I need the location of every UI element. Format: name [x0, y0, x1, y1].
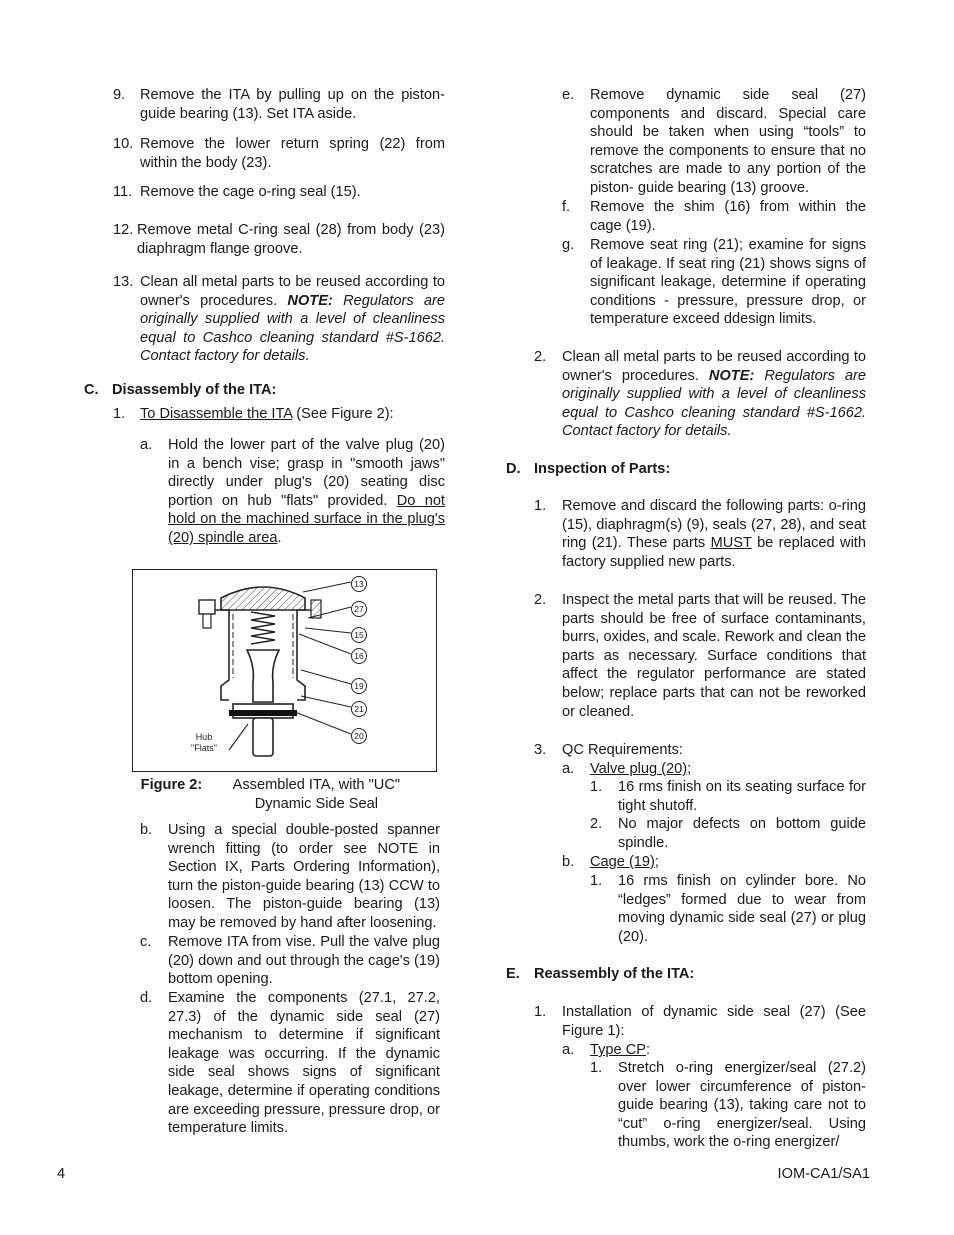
figure-2-box	[132, 569, 437, 772]
step-d1: 1. Remove and discard the following parts: o-ring (15), diaphragm(s) (9), seals (27, 28), and seat ring (21). These parts MUST be replaced with factory supplied new parts.	[534, 498, 866, 570]
callout-21: 21	[351, 699, 367, 718]
step-d3: 3. QC Requirements:	[534, 742, 683, 758]
step-e1: 1. Installation of dynamic side seal (27) (See Figure 1):	[534, 1004, 866, 1039]
step-10-text: Remove the lower return spring (22) from within the body (23).	[140, 136, 445, 171]
page-number: 4	[57, 1166, 66, 1182]
callout-27: 27	[351, 599, 367, 618]
disassemble-link: To Disassemble the ITA	[140, 406, 293, 422]
callout-13: 13	[351, 574, 367, 593]
step-c1c: c. Remove ITA from vise. Pull the valve plug (20) down and out through the cage's (19) bottom opening.	[140, 934, 440, 988]
step-13-text: Clean all metal parts to be reused according to owner's procedures. NOTE: Regulators are originally supplied with a level of cleanliness equal to Cashco cleaning standard #S-1662. Contact factory for details.	[140, 274, 445, 365]
spring	[251, 612, 275, 644]
step-11: 11. Remove the cage o-ring seal (15).	[113, 183, 445, 202]
callout-19: 19	[351, 676, 367, 695]
step-d3a: a. Valve plug (20);	[562, 761, 692, 777]
ita-assembly-drawing	[133, 570, 436, 771]
figure-2-caption: Figure 2: Assembled ITA, with "UC" Dynamic Side Seal	[140, 777, 401, 812]
step-c2: 2. Clean all metal parts to be reused according to owner's procedures. NOTE: Regulators are originally supplied with a level of cleanliness equal to Cashco cleaning standard #S-1662. Contact factory for details.	[534, 349, 866, 440]
step-13: 13. Clean all metal parts to be reused according to owner's procedures. NOTE: Regulators are originally supplied with a level of cleanliness equal to Cashco cleaning standard #S-1662. Contact factory for details.	[113, 274, 445, 365]
step-10: 10. Remove the lower return spring (22) from within the body (23).	[113, 136, 445, 171]
step-c1b: b. Using a special double-posted spanner wrench fitting (to order see NOTE in Section IX, Parts Ordering Information), turn the piston-guide bearing (13) CCW to loosen. The piston-guide bearing (13) may be removed by hand after loosening.	[140, 822, 440, 931]
callout-15: 15	[351, 625, 367, 644]
section-e-heading: E. Reassembly of the ITA:	[506, 966, 695, 982]
step-9: 9. Remove the ITA by pulling up on the piston-guide bearing (13). Set ITA aside.	[113, 87, 445, 122]
step-f: f. Remove the shim (16) from within the cage (19).	[562, 199, 866, 234]
note-label: NOTE:	[287, 292, 333, 309]
step-g: g. Remove seat ring (21); examine for signs of leakage. If seat ring (21) shows signs of significant leakage, determine if operating conditions - pressure, pressure drop, or temperature exceed ddesign limits.	[562, 237, 866, 328]
note-text: Regulators are originally supplied with a level of cleanliness equal to Cashco cleaning standard #S-1662. Contact factory for details.	[140, 292, 445, 365]
step-c1a: a. Hold the lower part of the valve plug (20) in a bench vise; grasp in "smooth jaws" directly under plug's (20) seating disc portion on hub "flats" provided. Do not hold on the machined surface in the plug's (20) spindle area.	[140, 437, 445, 546]
callout-20: 20	[351, 726, 367, 745]
step-e1a1: 1. Stretch o-ring energizer/seal (27.2) over lower circumference of piston-guide bearing (13), taking care not to “cut” o-ring energizer/seal. Using thumbs, work the o-ring energizer/	[590, 1060, 866, 1151]
plug-stem	[247, 650, 279, 702]
step-c1: 1. To Disassemble the ITA (See Figure 2):	[113, 406, 394, 422]
step-e: e. Remove dynamic side seal (27) components and discard. Special care should be taken when using “tools” to remove the components to ensure that no scratches are made to any portion of the piston- guide bearing (13) groove.	[562, 87, 866, 196]
hub-flats-label: Hub "Flats"	[191, 732, 217, 753]
step-d2: 2. Inspect the metal parts that will be reused. The parts should be free of surface contaminants, burrs, oxides, and scale. Rework and clean the parts as necessary. Surface conditions that affect the regulator performance are stated below; replace parts that can not be reworked or cleaned.	[534, 592, 866, 720]
callout-16: 16	[351, 646, 367, 665]
step-12-text: Remove metal C-ring seal (28) from body (23) diaphragm flange groove.	[137, 222, 445, 257]
document-id: IOM-CA1/SA1	[777, 1166, 870, 1182]
step-12: 12. Remove metal C-ring seal (28) from body (23) diaphragm flange groove.	[113, 222, 445, 257]
warning-underlined: Do not hold on the machined surface in the plug's (20) spindle area	[168, 492, 445, 546]
step-c1d: d. Examine the components (27.1, 27.2, 27.3) of the dynamic side seal (27) mechanism to determine if significant leakage was occurring. If the dynamic side seal shows signs of significant leakage, determine if operating conditions are exceeding pressure, pressure drop, or temperature limits.	[140, 990, 440, 1137]
plug-spindle	[253, 718, 273, 756]
step-d3a2: 2. No major defects on bottom guide spindle.	[590, 816, 866, 851]
step-d3b: b. Cage (19);	[562, 854, 659, 870]
step-d3a1: 1. 16 rms finish on its seating surface for tight shutoff.	[590, 779, 866, 814]
step-d3b1: 1. 16 rms finish on cylinder bore. No “ledges” formed due to wear from moving dynamic side seal (27) or plug (20).	[590, 873, 866, 945]
step-e1a: a. Type CP:	[562, 1042, 651, 1058]
section-d-heading: D. Inspection of Parts:	[506, 461, 671, 477]
step-9-text: Remove the ITA by pulling up on the piston-guide bearing (13). Set ITA aside.	[140, 87, 445, 122]
piston-guide-bearing	[221, 587, 305, 610]
left-bolt-head	[199, 600, 215, 614]
section-c-heading: C. Disassembly of the ITA:	[84, 382, 277, 398]
step-11-text: Remove the cage o-ring seal (15).	[140, 184, 361, 200]
